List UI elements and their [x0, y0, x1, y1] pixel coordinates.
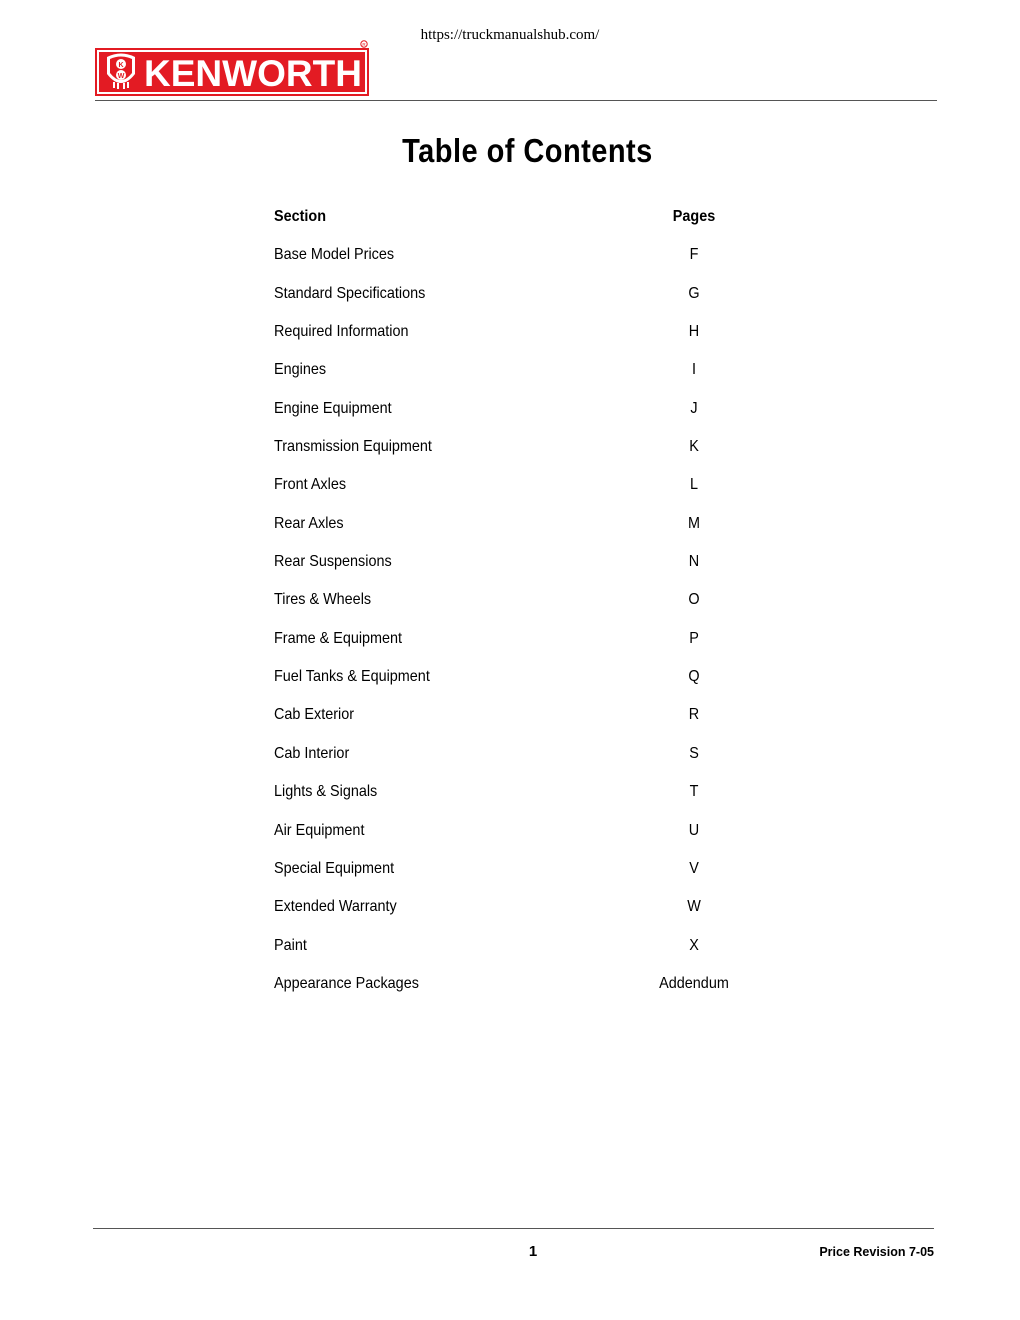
- toc-page-label: X: [689, 936, 699, 954]
- kenworth-logo: [95, 40, 371, 98]
- svg-text:W: W: [117, 73, 125, 80]
- toc-page-label: L: [689, 476, 699, 494]
- toc-row: [274, 630, 774, 668]
- toc-row: [274, 937, 774, 975]
- toc-page-label: G: [688, 284, 700, 302]
- toc-row: [274, 745, 774, 783]
- toc-section-label: Transmission Equipment: [274, 438, 432, 456]
- toc-row: [274, 285, 774, 323]
- toc-page-label: M: [687, 514, 700, 532]
- toc-page-label: J: [690, 399, 698, 417]
- toc-page-label: N: [688, 553, 700, 571]
- toc-row: [274, 860, 774, 898]
- toc-page-label: Addendum: [659, 974, 729, 992]
- toc-page-label: P: [689, 629, 699, 647]
- footer-divider: [93, 1228, 934, 1229]
- toc-section-label: Tires & Wheels: [274, 591, 372, 609]
- toc-page-label: F: [689, 246, 699, 264]
- toc-section-label: Front Axles: [274, 476, 347, 494]
- toc-section-label: Engine Equipment: [274, 399, 392, 417]
- toc-section-label: Engines: [274, 361, 327, 379]
- toc-section-label: Appearance Packages: [274, 974, 419, 992]
- page-title: Table of Contents: [402, 132, 653, 169]
- toc-row: [274, 476, 774, 514]
- toc-row: [274, 668, 774, 706]
- toc-section-label: Extended Warranty: [274, 898, 397, 916]
- toc-page-label: T: [689, 783, 699, 801]
- table-of-contents: [274, 208, 774, 1013]
- toc-row: [274, 783, 774, 821]
- toc-row: [274, 822, 774, 860]
- toc-header-row: [274, 208, 774, 246]
- svg-text:K: K: [118, 62, 124, 69]
- toc-section-label: Base Model Prices: [274, 246, 395, 264]
- header-divider: [95, 100, 937, 101]
- toc-section-label: Frame & Equipment: [274, 629, 403, 647]
- toc-row: [274, 400, 774, 438]
- toc-row: [274, 246, 774, 284]
- toc-page-label: U: [688, 821, 700, 839]
- page-number: 1: [528, 1243, 538, 1260]
- toc-page-label: Q: [688, 668, 700, 686]
- price-revision: Price Revision 7-05: [819, 1245, 934, 1259]
- svg-text:KENWORTH: KENWORTH: [144, 53, 362, 94]
- toc-section-label: Lights & Signals: [274, 783, 378, 801]
- toc-section-label: Fuel Tanks & Equipment: [274, 668, 430, 686]
- toc-section-label: Required Information: [274, 323, 409, 341]
- toc-row: [274, 515, 774, 553]
- svg-text:R: R: [362, 42, 366, 47]
- toc-row: [274, 553, 774, 591]
- section-column-header: Section: [274, 208, 327, 225]
- source-url: https://truckmanualshub.com/: [420, 27, 600, 43]
- toc-page-label: S: [689, 744, 699, 762]
- toc-section-label: Standard Specifications: [274, 284, 426, 302]
- pages-column-header: Pages: [672, 208, 716, 225]
- toc-row: [274, 323, 774, 361]
- toc-row: [274, 975, 774, 1013]
- toc-section-label: Rear Suspensions: [274, 553, 392, 571]
- toc-page-label: O: [688, 591, 700, 609]
- toc-page-label: I: [691, 361, 696, 379]
- toc-section-label: Paint: [274, 936, 307, 954]
- toc-row: [274, 898, 774, 936]
- toc-section-label: Special Equipment: [274, 859, 395, 877]
- toc-row: [274, 591, 774, 629]
- toc-page-label: R: [688, 706, 700, 724]
- toc-section-label: Cab Exterior: [274, 706, 355, 724]
- toc-section-label: Rear Axles: [274, 514, 344, 532]
- toc-page-label: H: [688, 323, 700, 341]
- toc-page-label: W: [687, 898, 701, 916]
- toc-page-label: V: [689, 859, 699, 877]
- toc-row: [274, 706, 774, 744]
- toc-page-label: K: [689, 438, 699, 456]
- toc-row: [274, 438, 774, 476]
- toc-row: [274, 361, 774, 399]
- toc-section-label: Cab Interior: [274, 744, 350, 762]
- toc-section-label: Air Equipment: [274, 821, 365, 839]
